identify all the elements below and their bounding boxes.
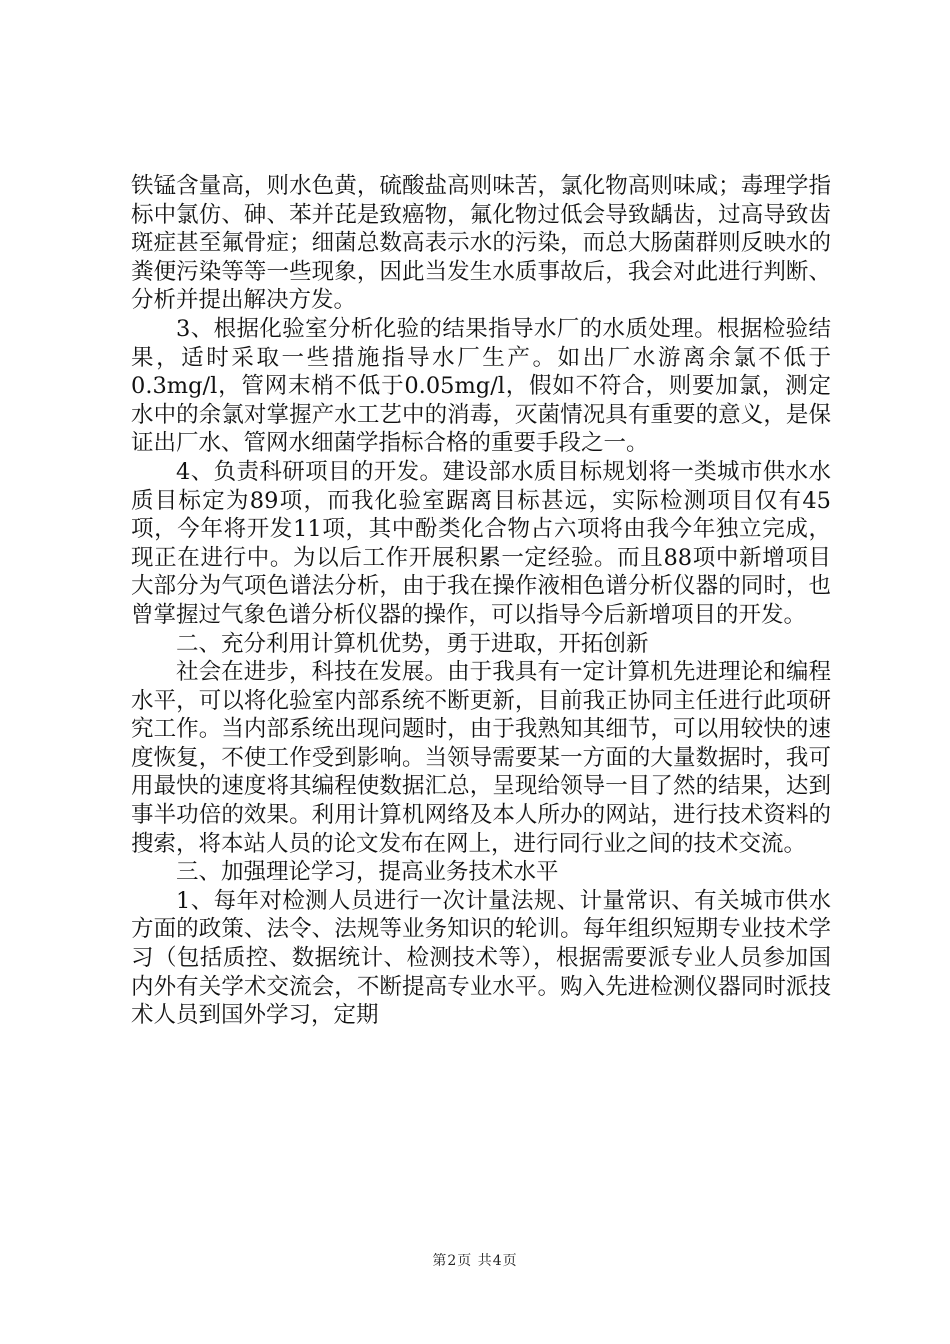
paragraph-item-3: 3、根据化验室分析化验的结果指导水厂的水质处理。根据检验结果，适时采取一些措施指导水厂生产。如出厂水游离余氯不低于0.3mg/l，管网末梢不低于0.05mg/l，假如不符合，则要加氯，测定水中的余氯对掌握产水工艺中的消毒，灭菌情况具有重要的意义，是保证出厂水、管网水细菌学指标合格的重要手段之一。 — [131, 315, 831, 457]
document-body — [131, 172, 831, 1030]
paragraph-computer: 社会在进步，科技在发展。由于我具有一定计算机先进理论和编程水平，可以将化验室内部系统不断更新，目前我正协同主任进行此项研究工作。当内部系统出现问题时，由于我熟知其细节，可以用较快的速度恢复，不使工作受到影响。当领导需要某一方面的大量数据时，我可用最快的速度将其编程使数据汇总，呈现给领导一目了然的结果，达到事半功倍的效果。利用计算机网络及本人所办的网站，进行技术资料的搜索，将本站人员的论文发布在网上，进行同行业之间的技术交流。 — [131, 659, 831, 857]
paragraph-continuation: 铁锰含量高，则水色黄，硫酸盐高则味苦，氯化物高则味咸；毒理学指标中氯仿、砷、苯并芘是致癌物，氟化物过低会导致龋齿，过高导致齿斑症甚至氟骨症；细菌总数高表示水的污染，而总大肠菌群则反映水的粪便污染等等一些现象，因此当发生水质事故后，我会对此进行判断、分析并提出解决方发。 — [131, 173, 831, 314]
paragraph-item-4: 4、负责科研项目的开发。建设部水质目标规划将一类城市供水水质目标定为89项，而我化验室踞离目标甚远，实际检测项目仅有45项，今年将开发11项，其中酚类化合物占六项将由我今年独立完成，现正在进行中。为以后工作开展积累一定经验。而且88项中新增项目大部分为气项色谱法分析，由于我在操作液相色谱分析仪器的同时，也曾掌握过气象色谱分析仪器的操作，可以指导今后新增项目的开发。 — [131, 458, 831, 628]
paragraph-training: 1、每年对检测人员进行一次计量法规、计量常识、有关城市供水方面的政策、法令、法规等业务知识的轮训。每年组织短期专业技术学习（包括质控、数据统计、检测技术等），根据需要派专业人员参加国内外有关学术交流会，不断提高专业水平。购入先进检测仪器同时派技术人员到国外学习，定期 — [131, 887, 831, 1029]
section-heading-2: 二、充分利用计算机优势，勇于进取，开拓创新 — [176, 630, 649, 657]
section-heading-3: 三、加强理论学习，提高业务技术水平 — [176, 859, 559, 886]
page-number-footer: 第2页 共4页 — [432, 1253, 518, 1269]
